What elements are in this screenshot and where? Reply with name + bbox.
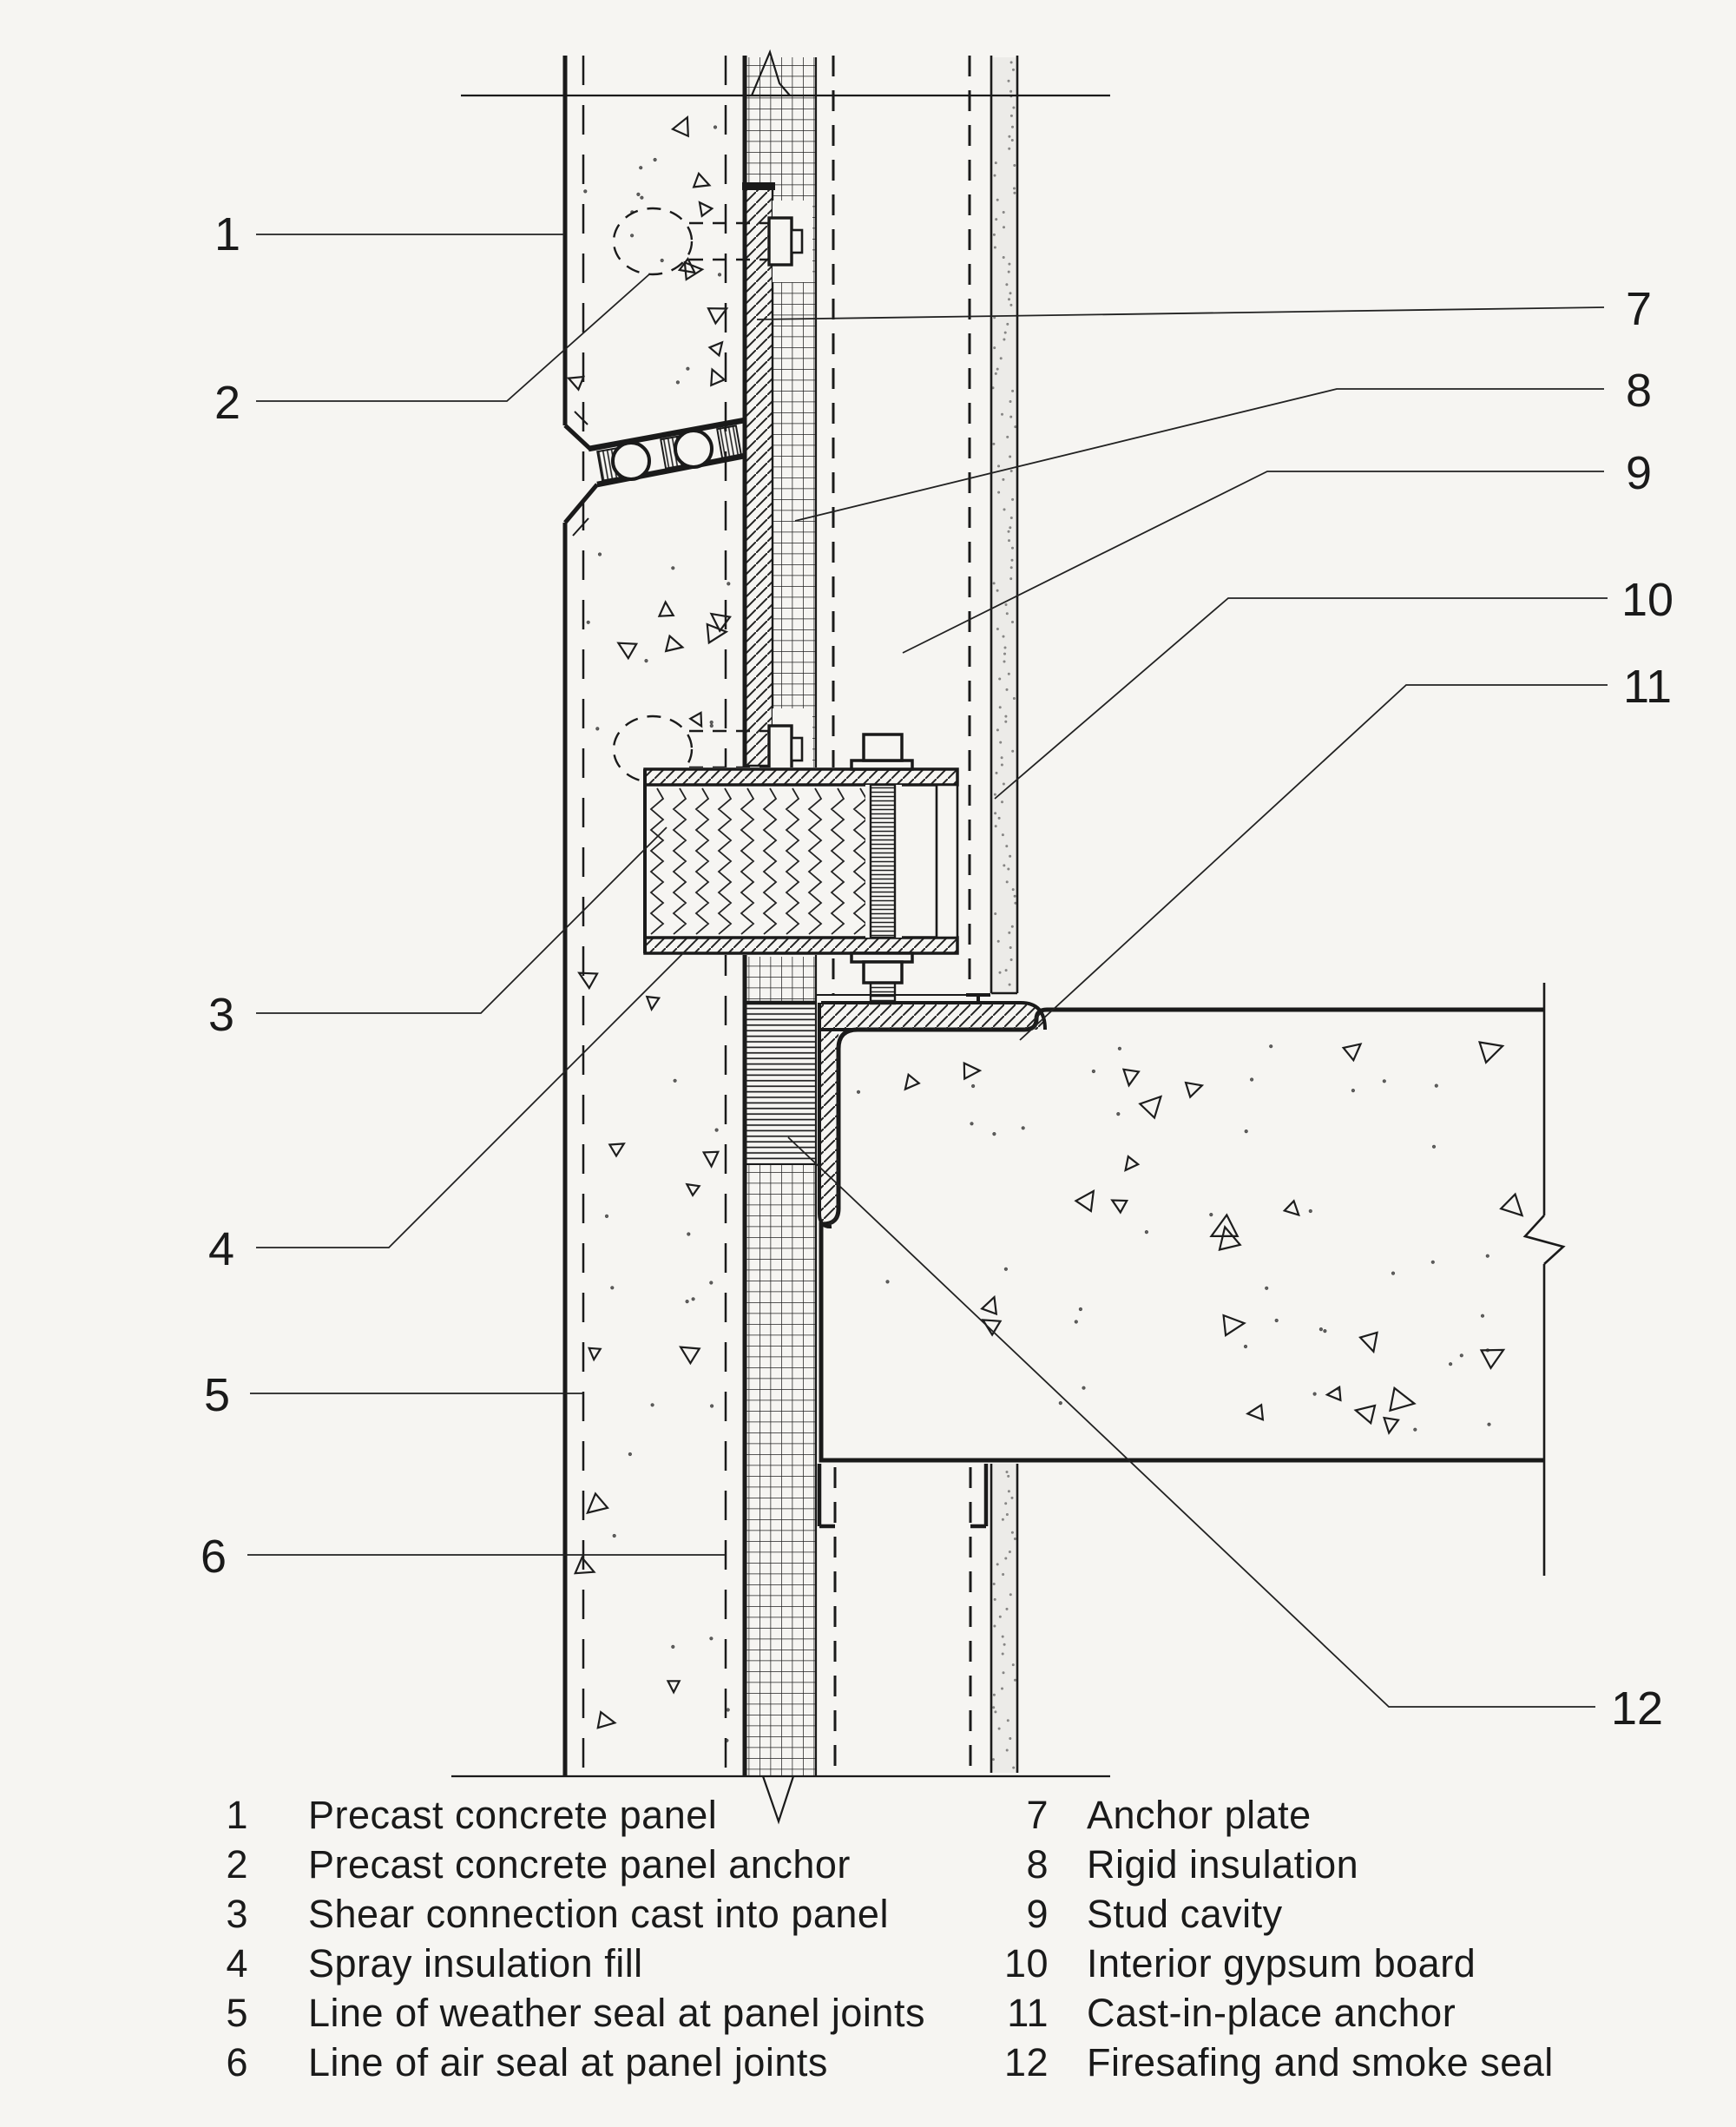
legend-label: Rigid insulation <box>1087 1842 1359 1887</box>
anchor-plate-top-cap <box>742 182 775 190</box>
callout-9: 9 <box>1625 447 1653 499</box>
callout-5: 5 <box>203 1369 231 1421</box>
weather-seal-gasket <box>613 443 649 479</box>
legend-number: 8 <box>1026 1842 1049 1887</box>
callout-7: 7 <box>1625 283 1653 335</box>
anchor-plate <box>742 182 775 766</box>
legend-number: 3 <box>226 1892 248 1936</box>
legend-label: Cast-in-place anchor <box>1087 1991 1457 2035</box>
legend-label: Firesafing and smoke seal <box>1087 2040 1554 2084</box>
legend-label: Precast concrete panel <box>308 1793 718 1837</box>
legend-number: 4 <box>226 1941 248 1985</box>
threaded-rod <box>871 785 895 938</box>
legend-number: 1 <box>226 1793 248 1837</box>
legend-label: Line of weather seal at panel joints <box>308 1991 925 2035</box>
legend-label: Interior gypsum board <box>1087 1941 1476 1985</box>
shear-top-plate <box>645 769 957 785</box>
legend-number: 6 <box>226 2040 248 2084</box>
legend-label: Shear connection cast into panel <box>308 1892 889 1936</box>
firesafing-strip <box>745 1003 816 1164</box>
callout-12: 12 <box>1610 1683 1664 1735</box>
legend-number: 9 <box>1026 1892 1049 1936</box>
callout-2: 2 <box>214 377 241 429</box>
legend-label: Spray insulation fill <box>308 1941 643 1985</box>
callout-6: 6 <box>200 1531 227 1583</box>
interior-gypsum-board <box>991 56 1017 1773</box>
legend-number: 2 <box>226 1842 248 1887</box>
legend-label: Precast concrete panel anchor <box>308 1842 851 1887</box>
shear-bottom-plate <box>645 938 957 953</box>
legend-number: 12 <box>1003 2040 1049 2084</box>
callout-10: 10 <box>1621 574 1674 626</box>
legend-number: 11 <box>1007 1991 1049 2035</box>
callout-3: 3 <box>207 989 235 1041</box>
shear-right-closure <box>937 785 957 938</box>
legend-label: Stud cavity <box>1087 1892 1283 1936</box>
legend-label: Line of air seal at panel joints <box>308 2040 828 2084</box>
legend-label: Anchor plate <box>1087 1793 1312 1837</box>
legend-number: 5 <box>226 1991 248 2035</box>
legend-number: 10 <box>1003 1941 1049 1985</box>
callout-1: 1 <box>214 208 241 260</box>
callout-4: 4 <box>207 1223 235 1275</box>
callout-8: 8 <box>1625 365 1653 417</box>
air-seal-gasket <box>675 431 712 467</box>
legend-number: 7 <box>1026 1793 1049 1837</box>
callout-11: 11 <box>1622 661 1673 713</box>
